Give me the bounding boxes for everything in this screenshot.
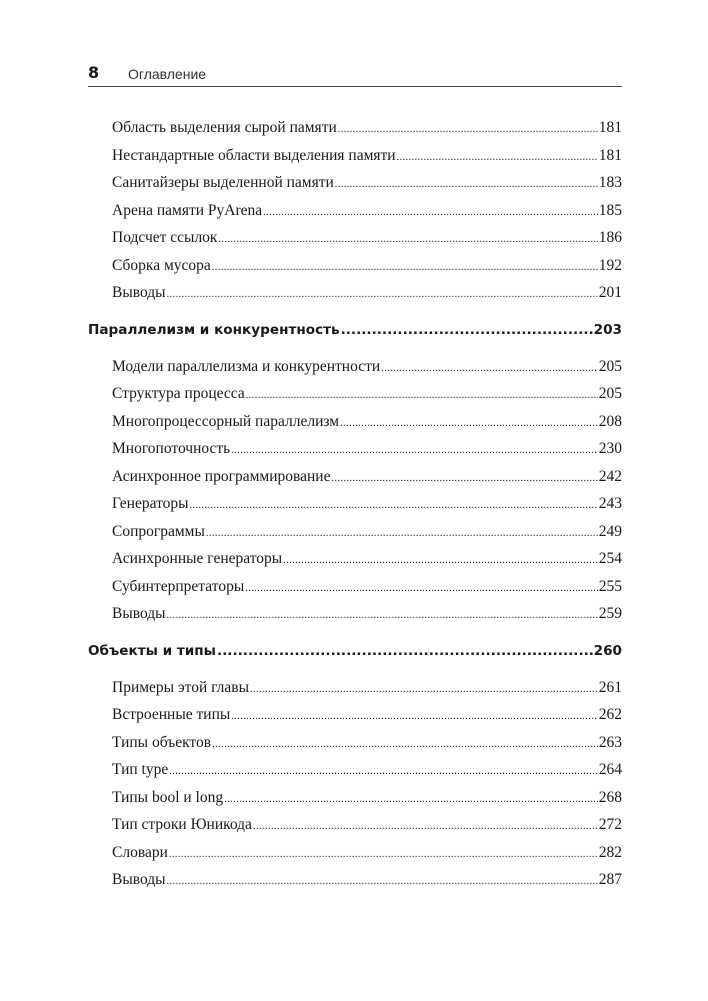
toc-section-entry	[88, 114, 622, 142]
toc-dot-leader	[224, 786, 598, 814]
toc-entry-page: 192	[598, 256, 622, 274]
toc-entry-page: 230	[598, 440, 622, 457]
toc-entry-title: Типы bool и long	[112, 788, 224, 806]
toc-entry-page: 181	[598, 119, 622, 136]
toc-entry-title: Асинхронное программирование	[112, 467, 331, 485]
page-header	[88, 62, 622, 87]
toc-entry-page: 268	[598, 788, 622, 806]
toc-entry-page: 181	[598, 146, 622, 164]
toc-chapter-entry	[88, 636, 622, 666]
toc-entry-title: Сопрограммы	[112, 522, 205, 540]
toc-entry-title: Арена памяти PyArena	[112, 201, 263, 219]
toc-section-entry	[88, 729, 622, 757]
toc-dot-leader	[217, 636, 593, 666]
toc-section-entry	[88, 463, 622, 491]
toc-section-entry	[88, 866, 622, 894]
toc-dot-leader	[206, 520, 598, 548]
toc-entry-page: 287	[598, 871, 622, 888]
toc-entry-title: Санитайзеры выделенной памяти	[112, 174, 334, 191]
toc-dot-leader	[190, 492, 598, 520]
toc-entry-page: 249	[598, 522, 622, 540]
toc-entry-title: Выводы	[112, 605, 166, 622]
toc-section-entry	[88, 600, 622, 628]
toc-entry-page: 272	[598, 816, 622, 833]
toc-dot-leader	[381, 355, 598, 383]
toc-dot-leader	[283, 547, 598, 575]
toc-dot-leader	[263, 199, 598, 227]
toc-entry-title: Параллелизм и конкурентность	[88, 321, 340, 338]
toc-entry-title: Модели параллелизма и конкурентности	[112, 357, 381, 375]
toc-dot-leader	[231, 703, 597, 731]
toc-entry-page: 186	[598, 229, 622, 246]
toc-section-entry	[88, 142, 622, 170]
toc-entry-page: 255	[598, 577, 622, 595]
toc-dot-leader	[169, 841, 598, 869]
toc-section-entry	[88, 279, 622, 307]
toc-section-entry	[88, 353, 622, 381]
toc-dot-leader	[218, 226, 597, 254]
toc-entry-page: 208	[598, 412, 622, 430]
toc-section-entry	[88, 380, 622, 408]
toc-entry-page: 263	[598, 733, 622, 751]
toc-dot-leader	[231, 437, 597, 465]
toc-dot-leader	[167, 281, 598, 309]
toc-section-entry	[88, 169, 622, 197]
toc-entry-page: 242	[598, 467, 622, 485]
toc-dot-leader	[338, 116, 598, 144]
toc-entry-title: Субинтерпретаторы	[112, 577, 245, 595]
toc-section-entry	[88, 756, 622, 784]
toc-entry-title: Подсчет ссылок	[112, 229, 218, 246]
toc-entry-title: Многопоточность	[112, 440, 231, 457]
toc-entry-title: Тип type	[112, 761, 169, 778]
toc-entry-page: 262	[598, 706, 622, 723]
toc-entry-page: 282	[598, 843, 622, 861]
toc-dot-leader	[341, 315, 593, 345]
toc-entry-title: Словари	[112, 843, 168, 861]
toc-dot-leader	[212, 731, 598, 759]
toc-dot-leader	[250, 676, 598, 704]
toc-entry-title: Объекты и типы	[88, 642, 216, 659]
toc-entry-page: 261	[598, 678, 622, 696]
toc-entry-title: Структура процесса	[112, 385, 245, 402]
toc-entry-title: Многопроцессорный параллелизм	[112, 412, 340, 430]
toc-entry-title: Типы объектов	[112, 733, 212, 751]
toc-entry-page: 205	[598, 385, 622, 402]
toc-entry-title: Генераторы	[112, 495, 189, 512]
toc-section-entry	[88, 839, 622, 867]
toc-entry-page: 201	[598, 284, 622, 301]
toc-dot-leader	[331, 465, 597, 493]
toc-entry-title: Сборка мусора	[112, 256, 211, 274]
toc-entry-title: Встроенные типы	[112, 706, 231, 723]
toc-section-entry	[88, 811, 622, 839]
toc-section-entry	[88, 197, 622, 225]
toc-section-entry	[88, 435, 622, 463]
toc-entry-title: Выводы	[112, 284, 166, 301]
toc-entry-page: 205	[598, 357, 622, 375]
toc-section-entry	[88, 674, 622, 702]
toc-entry-title: Асинхронные генераторы	[112, 550, 283, 567]
toc-section-entry	[88, 518, 622, 546]
toc-entry-page: 254	[598, 550, 622, 567]
toc-dot-leader	[167, 602, 598, 630]
toc-section-entry	[88, 490, 622, 518]
toc-section-entry	[88, 784, 622, 812]
table-of-contents	[88, 114, 622, 894]
toc-dot-leader	[245, 575, 598, 603]
toc-dot-leader	[167, 868, 598, 896]
toc-dot-leader	[335, 171, 598, 199]
toc-chapter-entry	[88, 315, 622, 345]
toc-dot-leader	[212, 254, 598, 282]
toc-entry-title: Примеры этой главы	[112, 678, 250, 696]
toc-entry-page: 185	[598, 201, 622, 219]
toc-entry-page: 264	[598, 761, 622, 778]
toc-dot-leader	[397, 144, 598, 172]
toc-section-entry	[88, 545, 622, 573]
toc-dot-leader	[169, 758, 598, 786]
toc-section-entry	[88, 573, 622, 601]
toc-entry-page: 183	[598, 174, 622, 191]
toc-section-entry	[88, 252, 622, 280]
toc-section-entry	[88, 701, 622, 729]
toc-dot-leader	[253, 813, 598, 841]
toc-entry-page: 259	[598, 605, 622, 622]
toc-dot-leader	[246, 382, 598, 410]
toc-entry-page: 203	[593, 321, 622, 338]
toc-dot-leader	[340, 410, 598, 438]
toc-entry-title: Нестандартные области выделения памяти	[112, 146, 396, 164]
running-head: Оглавление	[128, 66, 207, 82]
toc-entry-page: 260	[593, 642, 622, 659]
toc-entry-title: Выводы	[112, 871, 166, 888]
toc-section-entry	[88, 224, 622, 252]
toc-entry-title: Область выделения сырой памяти	[112, 119, 337, 136]
toc-entry-title: Тип строки Юникода	[112, 816, 252, 833]
toc-entry-page: 243	[598, 495, 622, 512]
toc-section-entry	[88, 408, 622, 436]
page-number: 8	[88, 63, 100, 82]
